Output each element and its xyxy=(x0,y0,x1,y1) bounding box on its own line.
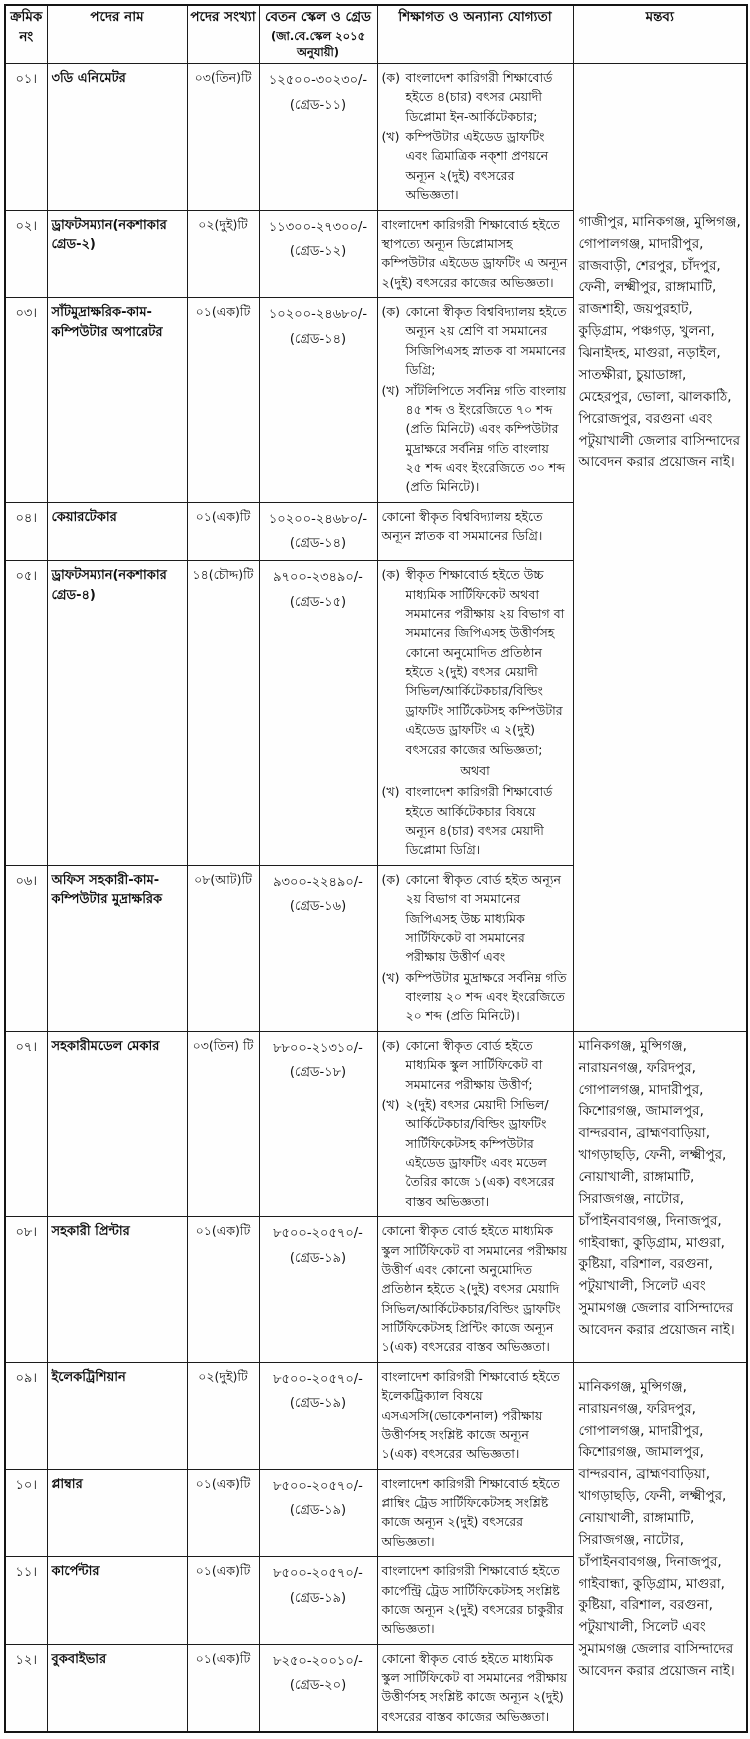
qualification-item xyxy=(382,1095,569,1211)
header-serial-line1: ক্রমিক xyxy=(10,9,43,25)
qualification-item-label: (ক) xyxy=(381,304,400,320)
qualification-cell xyxy=(377,1031,573,1216)
remarks-cell: মানিকগঞ্জ, মুন্সিগঞ্জ, নারায়নগঞ্জ, ফরিদপুর, গোপালগঞ্জ, মাদারীপুর, কিশোরগঞ্জ, জামালপুর, বান্দরবান, ব্রাহ্মণবাড়িয়া, খাগড়াছড়ি, ফেনী, লক্ষ্মীপুর, নোয়াখালী, রাঙ্গামাটি, সিরাজগঞ্জ, নাটোর, চাঁপাইনবাবগঞ্জ, দিনাজপুর, গাইবান্ধা, কুড়িগ্রাম, মাগুরা, কুষ্টিয়া, বরিশাল, বরগুনা, পটুয়াখালী, সিলেট এবং সুমামগঞ্জ জেলার বাসিন্দাদের আবেদন করার প্রয়োজন নাই। xyxy=(573,1362,747,1732)
post-count-cell: ০১(এক)টি xyxy=(187,1557,259,1645)
qualification-cell xyxy=(377,63,573,210)
qualification-item-label: (ক) xyxy=(381,871,400,887)
qualification-item-label: (ক) xyxy=(381,69,400,85)
qualification-cell xyxy=(377,1217,573,1363)
post-count-cell: ০১(এক)টি xyxy=(187,1469,259,1557)
serial-cell: ১২। xyxy=(5,1644,47,1732)
job-posts-table xyxy=(4,4,748,1733)
table-header-row xyxy=(5,5,747,63)
header-remarks: মন্তব্য xyxy=(573,5,747,63)
qualification-item-text: কম্পিউটার এইডেড ড্রাফটিং এবং ত্রিমাত্রিক নক্শা প্রণয়নে অন্যূন ২(দুই) বৎসরের অভিজ্ঞতা। xyxy=(405,129,549,203)
post-count-cell: ০৩(তিন) টি xyxy=(187,1031,259,1216)
qualification-item-text: কম্পিউটার মুদ্রাক্ষরে সর্বনিম্ন গতি বাংলায় ২০ শব্দ এবং ইংরেজিতে ২০ শব্দ (প্রতি মিনিটে)। xyxy=(405,969,567,1024)
pay-grade-value: (গ্রেড-১৫) xyxy=(289,594,347,610)
post-count-cell: ০১(এক)টি xyxy=(187,298,259,503)
qualification-item xyxy=(382,968,569,1026)
pay-grade-value: (গ্রেড-১৮) xyxy=(289,1065,347,1081)
qualification-item-text: কোনো স্বীকৃত বিশ্ববিদ্যালয় হইতে অন্যূন ২য় শ্রেণি বা সমমানের সিজিপিএসহ স্নাতক বা সমমানের ডিগ্রি; xyxy=(405,304,567,378)
pay-scale-cell xyxy=(259,1031,377,1216)
pay-scale-value: ৮২৫০-২০০১০/- xyxy=(273,1653,363,1669)
pay-scale-value: ৮৫০০-২০৫৭০/- xyxy=(273,1566,363,1582)
qualification-item-text: বাংলাদেশ কারিগরী শিক্ষাবোর্ড হইতে ৪(চার) বৎসর মেয়াদী ডিপ্লোমা ইন-আর্কিটেকচার; xyxy=(405,69,553,124)
serial-cell: ০৬। xyxy=(5,865,47,1031)
pay-grade-value: (গ্রেড-১৪) xyxy=(289,536,347,552)
serial-cell: ০৭। xyxy=(5,1031,47,1216)
pay-scale-value: ১১৩০০-২৭৩০০/- xyxy=(268,219,368,235)
qualification-item xyxy=(382,565,569,759)
qualification-text: কোনো স্বীকৃত বিশ্ববিদ্যালয় হইতে অন্যূন স্নাতক বা সমমানের ডিগ্রি। xyxy=(381,508,543,544)
qualification-item-label: (খ) xyxy=(381,969,400,985)
pay-scale-value: ৮৮০০-২১৩১০/- xyxy=(273,1040,363,1056)
post-name-cell: কেয়ারটেকার xyxy=(47,502,187,560)
header-serial-line2: নং xyxy=(19,28,34,45)
post-count-cell: ০৩(তিন)টি xyxy=(187,63,259,210)
qualification-cell xyxy=(377,210,573,298)
qualification-item-label: (ক) xyxy=(381,1037,400,1053)
header-post-name: পদের নাম xyxy=(47,5,187,63)
pay-scale-value: ১০২০০-২৪৬৮০/- xyxy=(268,307,368,323)
pay-scale-cell xyxy=(259,1557,377,1645)
qualification-item-label: (খ) xyxy=(381,784,400,800)
qualification-cell xyxy=(377,1644,573,1732)
post-name-cell: বুকবাইভার xyxy=(47,1644,187,1732)
pay-scale-value: ১২৫০০-৩০২৩০/- xyxy=(268,72,368,88)
pay-scale-cell xyxy=(259,1469,377,1557)
pay-scale-cell xyxy=(259,865,377,1031)
qualification-item-label: (খ) xyxy=(381,382,400,398)
qualification-item-text: ২(দুই) বৎসর মেয়াদী সিভিল/আর্কিটেকচার/বিল্ডিং ড্রাফটিং সার্টিফিকেটসহ কম্পিউটার এইডেড ড্রাফটিং এবং মডেল তৈরির কাজে ১(এক) বৎসরের বাস্তব অভিজ্ঞতা। xyxy=(405,1096,555,1209)
header-pay-scale-line1: বেতন স্কেল ও গ্রেড xyxy=(264,9,371,25)
post-name-cell: ড্রাফটসম্যান(নকশাকার গ্রেড-৪) xyxy=(47,561,187,866)
serial-cell: ০৫। xyxy=(5,561,47,866)
qualification-item-label: (খ) xyxy=(381,129,400,145)
post-count-cell: ০২(দুই)টি xyxy=(187,1362,259,1469)
pay-scale-cell xyxy=(259,1644,377,1732)
qualification-item xyxy=(382,302,569,380)
post-name-cell: ইলেকট্রিশিয়ান xyxy=(47,1362,187,1469)
post-name-cell: অফিস সহকারী-কাম-কম্পিউটার মুদ্রাক্ষরিক xyxy=(47,865,187,1031)
pay-scale-value: ৯৭০০-২৩৪৯০/- xyxy=(273,570,363,586)
post-count-cell: ০১(এক)টি xyxy=(187,1644,259,1732)
header-pay-scale xyxy=(259,5,377,63)
remarks-cell: গাজীপুর, মানিকগঞ্জ, মুন্সিগঞ্জ, গোপালগঞ্জ, মাদারীপুর, রাজবাড়ী, শেরপুর, চাঁদপুর, ফেনী, লক্ষ্মীপুর, রাঙ্গামাটি, রাজশাহী, জয়পুরহাট, কুড়িগ্রাম, পঞ্চগড়, খুলনা, ঝিনাইদহ, মাগুরা, নড়াইল, সাতক্ষীরা, চুয়াডাঙ্গা, মেহেরপুর, ভোলা, ঝালকাঠি, পিরোজপুর, বরগুনা এবং পটুয়াখালী জেলার বাসিন্দাদের আবেদন করার প্রয়োজন নাই। xyxy=(573,63,747,1031)
qualification-item-label: (খ) xyxy=(381,1096,400,1112)
qualification-cell xyxy=(377,561,573,866)
qualification-item-text: কোনো স্বীকৃত বোর্ড হইত অন্যূন ২য় বিভাগ বা সমমানের জিপিএসহ উচ্চ মাধ্যমিক সার্টিফিকেট বা সমমানের পরীক্ষায় উত্তীর্ণ এবং xyxy=(405,871,561,965)
qualification-text: বাংলাদেশ কারিগরী শিক্ষাবোর্ড হইতে প্লাম্বিং ট্রেড সার্টিফিকেটসহ সংশ্লিষ্ট কাজে অন্যূন ২(দুই) বৎসরের অভিজ্ঞতা। xyxy=(381,1475,560,1549)
qualification-text: বাংলাদেশ কারিগরী শিক্ষাবোর্ড হইতে কার্পেন্ট্রি ট্রেড সার্টিফিকেটসহ সংশ্লিষ্ট কাজে অন্যূন ২(দুই) বৎসরের চাকুরীর অভিজ্ঞতা। xyxy=(381,1563,564,1637)
serial-cell: ০৩। xyxy=(5,298,47,503)
table-row xyxy=(5,63,747,210)
header-pay-scale-line2: (জা.বে.স্কেল ২০১৫ অনুযায়ী) xyxy=(270,28,366,60)
pay-scale-cell xyxy=(259,1362,377,1469)
qualification-item xyxy=(382,68,569,126)
pay-scale-value: ১০২০০-২৪৬৮০/- xyxy=(268,511,368,527)
post-count-cell: ০১(এক)টি xyxy=(187,502,259,560)
pay-grade-value: (গ্রেড-১৯) xyxy=(289,1503,347,1519)
qualification-cell xyxy=(377,1557,573,1645)
header-serial xyxy=(5,5,47,63)
post-name-cell: সহকারীমডেল মেকার xyxy=(47,1031,187,1216)
qualification-cell xyxy=(377,298,573,503)
qualification-item-text: স্বীকৃত শিক্ষাবোর্ড হইতে উচ্চ মাধ্যমিক সার্টিফিকেট অথবা সমমানের পরীক্ষায় ২য় বিভাগ বা সমমানের জিপিএসহ উত্তীর্ণসহ কোনো অনুমোদিত প্রতিষ্ঠান হইতে ২(দুই) বৎসর মেয়াদী সিভিল/আর্কিটেকচার/বিল্ডিং ড্রাফটিং সার্টিকেটসহ কম্পিউটার এইডেড ড্রাফটিং এ ২(দুই) বৎসরের কাজের অভিজ্ঞতা; xyxy=(405,567,565,757)
pay-scale-cell xyxy=(259,63,377,210)
qualification-item xyxy=(382,1036,569,1094)
pay-scale-value: ৯৩০০-২২৪৯০/- xyxy=(273,874,363,890)
pay-grade-value: (গ্রেড-২০) xyxy=(289,1678,347,1694)
qualification-item xyxy=(382,782,569,860)
qualification-or-separator: অথবা xyxy=(460,762,490,778)
qualification-text: বাংলাদেশ কারিগরী শিক্ষাবোর্ড হইতে ইলেকট্রিক্যাল বিষয়ে এসএসসি(ভোকেশনাল) পরীক্ষায় উত্তীর্ণসহ সংশ্লিষ্ট কাজে অন্যূন ১(এক) বৎসরের অভিজ্ঞতা। xyxy=(381,1368,560,1462)
pay-scale-cell xyxy=(259,502,377,560)
header-qualification: শিক্ষাগত ও অন্যান্য যোগ্যতা xyxy=(377,5,573,63)
pay-grade-value: (গ্রেড-১৯) xyxy=(289,1590,347,1606)
qualification-item xyxy=(382,127,569,205)
pay-grade-value: (গ্রেড-১২) xyxy=(289,244,347,260)
pay-scale-value: ৮৫০০-২০৫৭০/- xyxy=(273,1226,363,1242)
pay-grade-value: (গ্রেড-১৬) xyxy=(289,899,347,915)
pay-grade-value: (গ্রেড-১৯) xyxy=(289,1250,347,1266)
qualification-item xyxy=(382,870,569,967)
table-row xyxy=(5,1362,747,1469)
post-name-cell: ৩ডি এনিমেটর xyxy=(47,63,187,210)
remarks-cell: মানিকগঞ্জ, মুন্সিগঞ্জ, নারায়নগঞ্জ, ফরিদপুর, গোপালগঞ্জ, মাদারীপুর, কিশোরগঞ্জ, জামালপুর, বান্দরবান, ব্রাহ্মণবাড়িয়া, খাগড়াছড়ি, ফেনী, লক্ষ্মীপুর, নোয়াখালী, রাঙ্গামাটি, সিরাজগঞ্জ, নাটোর, চাঁপাইনবাবগঞ্জ, দিনাজপুর, গাইবান্ধা, কুড়িগ্রাম, মাগুরা, কুষ্টিয়া, বরিশাল, বরগুনা, পটুয়াখালী, সিলেট এবং সুমামগঞ্জ জেলার বাসিন্দাদের আবেদন করার প্রয়োজন নাই। xyxy=(573,1031,747,1362)
post-count-cell: ০২(দুই)টি xyxy=(187,210,259,298)
qualification-cell xyxy=(377,865,573,1031)
post-name-cell: কার্পেন্টার xyxy=(47,1557,187,1645)
post-count-cell: ০৮(আট)টি xyxy=(187,865,259,1031)
qualification-item-text: কোনো স্বীকৃত বোর্ড হইতে মাধ্যমিক স্কুল সার্টিফিকেট বা সমমানের পরীক্ষায় উত্তীর্ণ; xyxy=(405,1037,543,1092)
pay-grade-value: (গ্রেড-১১) xyxy=(289,97,347,113)
qualification-text: বাংলাদেশ কারিগরী শিক্ষাবোর্ড হইতে স্থাপত্যে অন্যূন ডিপ্লোমাসহ কম্পিউটার এইডেড ড্রাফটিং এ অন্যূন ২(দুই) বৎসরের কাজের অভিজ্ঞতা। xyxy=(381,216,568,290)
serial-cell: ০৯। xyxy=(5,1362,47,1469)
post-name-cell: ড্রাফটসম্যান(নকশাকার গ্রেড-২) xyxy=(47,210,187,298)
serial-cell: ১০। xyxy=(5,1469,47,1557)
post-name-cell: সহকারী প্রিন্টার xyxy=(47,1217,187,1363)
serial-cell: ০১। xyxy=(5,63,47,210)
qualification-cell xyxy=(377,1362,573,1469)
qualification-item xyxy=(382,381,569,497)
pay-scale-value: ৮৫০০-২০৫৭০/- xyxy=(273,1478,363,1494)
pay-scale-cell xyxy=(259,1217,377,1363)
post-name-cell: সাঁটমুদ্রাক্ষরিক-কাম-কম্পিউটার অপারেটর xyxy=(47,298,187,503)
post-count-cell: ১৪(চৌদ্দ)টি xyxy=(187,561,259,866)
qualification-cell xyxy=(377,502,573,560)
pay-grade-value: (গ্রেড-১৯) xyxy=(289,1396,347,1412)
table-row xyxy=(5,1031,747,1216)
pay-scale-cell xyxy=(259,561,377,866)
serial-cell: ০৮। xyxy=(5,1217,47,1363)
qualification-item-text: সাঁটলিপিতে সর্বনিম্ন গতি বাংলায় ৪৫ শব্দ ও ইংরেজিতে ৭০ শব্দ (প্রতি মিনিটে) এবং কম্পিউটার মুদ্রাক্ষরে সর্বনিম্ন গতি বাংলায় ২৫ শব্দ এবং ইংরেজিতে ৩০ শব্দ (প্রতি মিনিটে)। xyxy=(405,382,567,495)
pay-scale-value: ৮৫০০-২০৫৭০/- xyxy=(273,1371,363,1387)
qualification-text: কোনো স্বীকৃত বোর্ড হইতে মাধ্যমিক স্কুল সার্টিফিকেট বা সমমানের পরীক্ষায় উত্তীর্ণ এবং কোনো অনুমোদিত প্রতিষ্ঠান হইতে ২(দুই) বৎসর মেয়াদি সিভিল/আর্কিটেকচার/বিল্ডিং ড্রাফটিং সার্টিফিকেটসহ প্রিন্টিং কাজে অন্যূন ১(এক) বৎসরের বাস্তব অভিজ্ঞতা। xyxy=(381,1223,568,1355)
serial-cell: ০৪। xyxy=(5,502,47,560)
post-name-cell: প্লাম্বার xyxy=(47,1469,187,1557)
header-post-count: পদের সংখ্যা xyxy=(187,5,259,63)
qualification-text: কোনো স্বীকৃত বোর্ড হইতে মাধ্যমিক স্কুল সার্টিফিকেট বা সমমানের পরীক্ষায় উত্তীর্ণসহ সংশ্লিষ্ট কাজে অন্যূন ২(দুই) বৎসরের বাস্তব কাজের অভিজ্ঞতা। xyxy=(381,1650,568,1724)
qualification-cell xyxy=(377,1469,573,1557)
serial-cell: ০২। xyxy=(5,210,47,298)
post-count-cell: ০১(এক)টি xyxy=(187,1217,259,1363)
qualification-item-text: বাংলাদেশ কারিগরী শিক্ষাবোর্ড হইতে আর্কিটেকচার বিষয়ে অন্যূন ৪(চার) বৎসর মেয়াদী ডিপ্লোমা ডিগ্রি। xyxy=(405,784,553,858)
pay-scale-cell xyxy=(259,298,377,503)
pay-scale-cell xyxy=(259,210,377,298)
pay-grade-value: (গ্রেড-১৪) xyxy=(289,331,347,347)
serial-cell: ১১। xyxy=(5,1557,47,1645)
qualification-item-label: (ক) xyxy=(381,567,400,583)
